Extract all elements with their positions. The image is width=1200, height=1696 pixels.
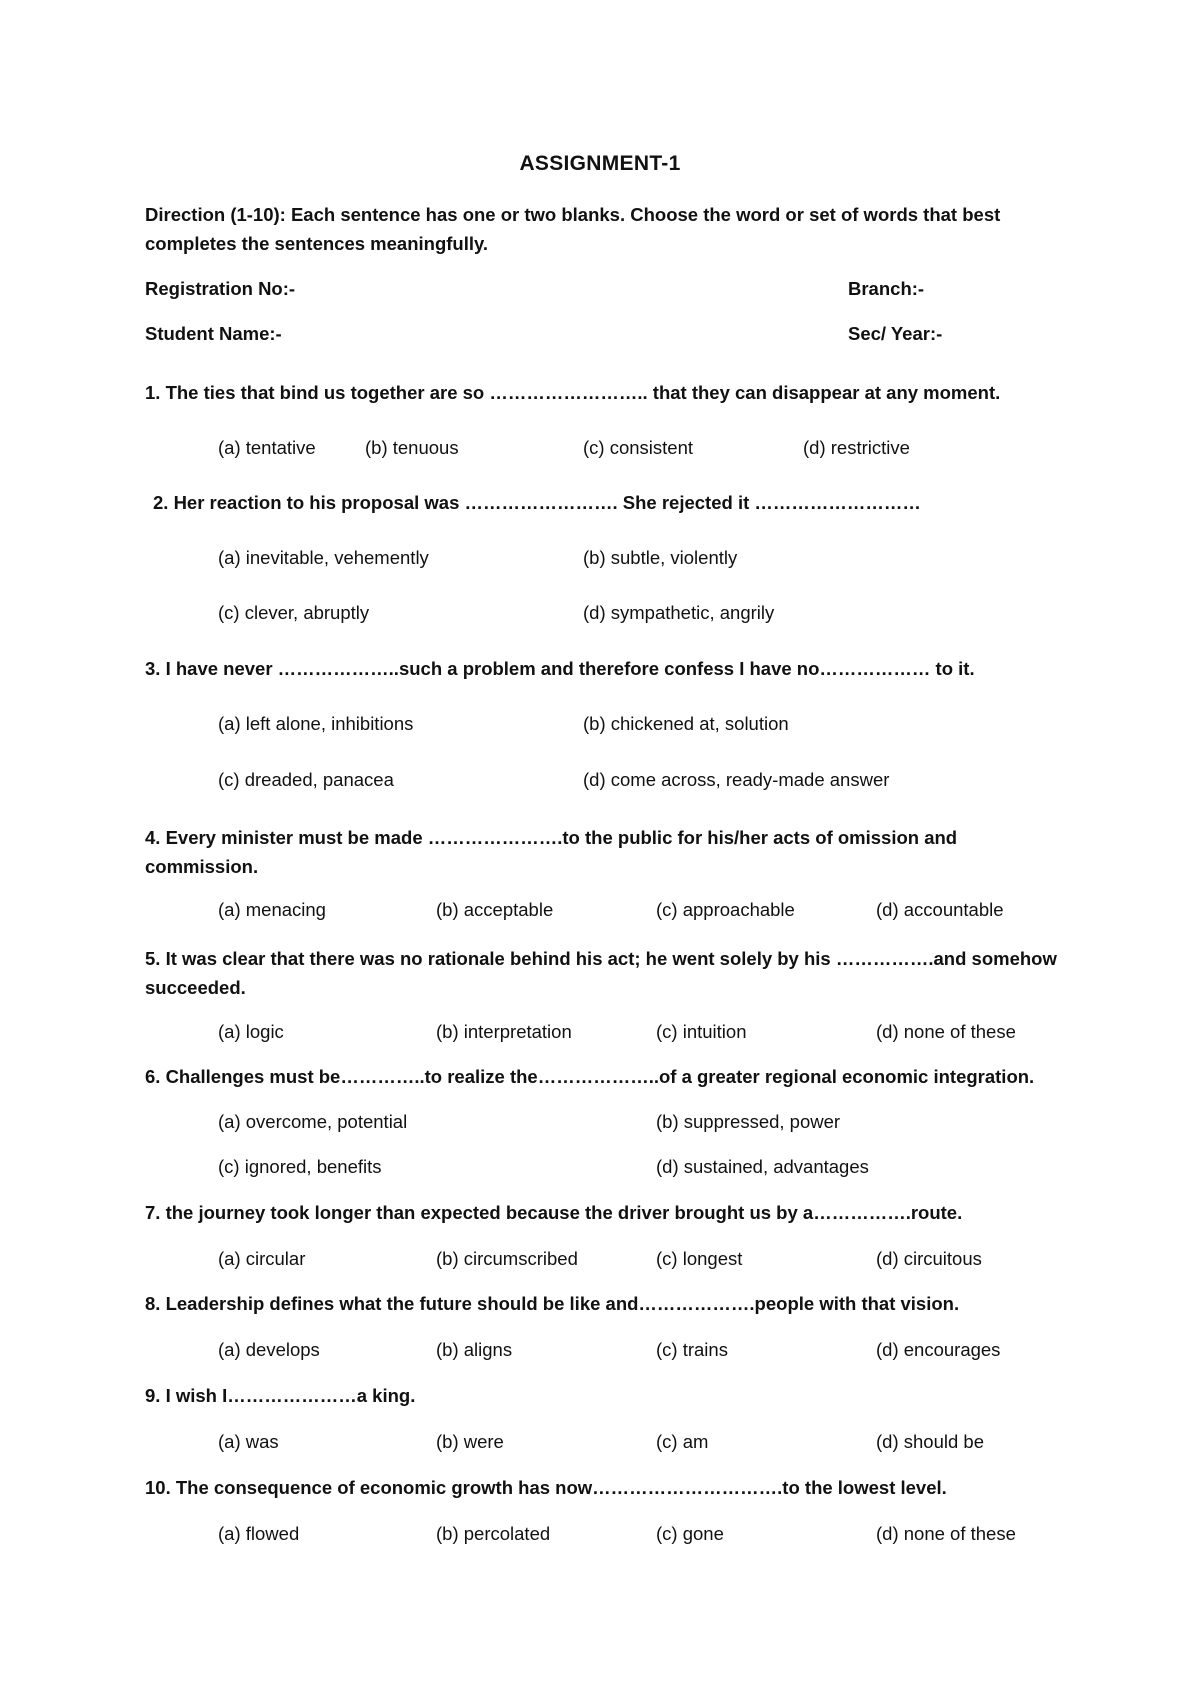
q9-option-a: (a) was <box>218 1431 279 1452</box>
q1-option-c: (c) consistent <box>583 437 694 458</box>
q3-option-a: (a) left alone, inhibitions <box>218 713 414 734</box>
question-2: 2. Her reaction to his proposal was ……………………. She rejected it ……………………… <box>153 492 921 513</box>
q8-option-a: (a) develops <box>218 1339 320 1360</box>
student-name-label: Student Name:- <box>145 323 282 344</box>
q2-option-b: (b) subtle, violently <box>583 547 738 568</box>
q4-option-d: (d) accountable <box>876 899 1004 920</box>
q7-option-a: (a) circular <box>218 1248 306 1269</box>
q8-option-d: (d) encourages <box>876 1339 1001 1360</box>
q7-option-b: (b) circumscribed <box>436 1248 578 1269</box>
q5-option-a: (a) logic <box>218 1021 284 1042</box>
q3-option-c: (c) dreaded, panacea <box>218 769 394 790</box>
q6-option-d: (d) sustained, advantages <box>656 1156 869 1177</box>
q3-option-d: (d) come across, ready-made answer <box>583 769 890 790</box>
q9-option-d: (d) should be <box>876 1431 984 1452</box>
q9-option-c: (c) am <box>656 1431 709 1452</box>
q10-option-b: (b) percolated <box>436 1523 551 1544</box>
question-1: 1. The ties that bind us together are so …………………….. that they can disappear at any moment. <box>145 382 1001 403</box>
question-3: 3. I have never ………………..such a problem and therefore confess I have no……………… to it. <box>145 658 975 679</box>
q4-option-a: (a) menacing <box>218 899 326 920</box>
question-6: 6. Challenges must be…………..to realize the………………..of a greater regional economic integration. <box>145 1066 1035 1087</box>
q7-option-c: (c) longest <box>656 1248 743 1269</box>
page-title: ASSIGNMENT-1 <box>519 152 681 175</box>
question-5: 5. It was clear that there was no rationale behind his act; he went solely by his …………….and somehow succeeded. <box>145 948 1057 998</box>
registration-label: Registration No:- <box>145 278 296 299</box>
q6-option-b: (b) suppressed, power <box>656 1111 841 1132</box>
q9-option-b: (b) were <box>436 1431 504 1452</box>
q5-option-c: (c) intuition <box>656 1021 747 1042</box>
sec-year-label: Sec/ Year:- <box>848 323 943 344</box>
q10-option-a: (a) flowed <box>218 1523 300 1544</box>
q6-option-a: (a) overcome, potential <box>218 1111 408 1132</box>
q10-option-c: (c) gone <box>656 1523 724 1544</box>
direction-text: Direction (1-10): Each sentence has one or two blanks. Choose the word or set of words that best completes the sentences meaningfully. <box>145 204 1001 254</box>
q4-option-b: (b) acceptable <box>436 899 554 920</box>
branch-label: Branch:- <box>848 278 925 299</box>
question-10: 10. The consequence of economic growth has now………………………….to the lowest level. <box>145 1477 947 1498</box>
q1-option-d: (d) restrictive <box>803 437 910 458</box>
q2-option-d: (d) sympathetic, angrily <box>583 602 775 623</box>
q1-option-a: (a) tentative <box>218 437 316 458</box>
q7-option-d: (d) circuitous <box>876 1248 982 1269</box>
q3-option-b: (b) chickened at, solution <box>583 713 789 734</box>
q1-option-b: (b) tenuous <box>365 437 459 458</box>
q4-option-c: (c) approachable <box>656 899 795 920</box>
question-7: 7. the journey took longer than expected because the driver brought us by a…………….route. <box>145 1202 963 1223</box>
q5-option-b: (b) interpretation <box>436 1021 572 1042</box>
q5-option-d: (d) none of these <box>876 1021 1016 1042</box>
question-9: 9. I wish I…………………a king. <box>145 1385 416 1406</box>
q2-option-c: (c) clever, abruptly <box>218 602 370 623</box>
question-4: 4. Every minister must be made ………………….to the public for his/her acts of omission and commission. <box>145 827 958 877</box>
q6-option-c: (c) ignored, benefits <box>218 1156 382 1177</box>
question-8: 8. Leadership defines what the future should be like and……………….people with that vision. <box>145 1293 960 1314</box>
q10-option-d: (d) none of these <box>876 1523 1016 1544</box>
q2-option-a: (a) inevitable, vehemently <box>218 547 429 568</box>
q8-option-c: (c) trains <box>656 1339 728 1360</box>
q8-option-b: (b) aligns <box>436 1339 513 1360</box>
